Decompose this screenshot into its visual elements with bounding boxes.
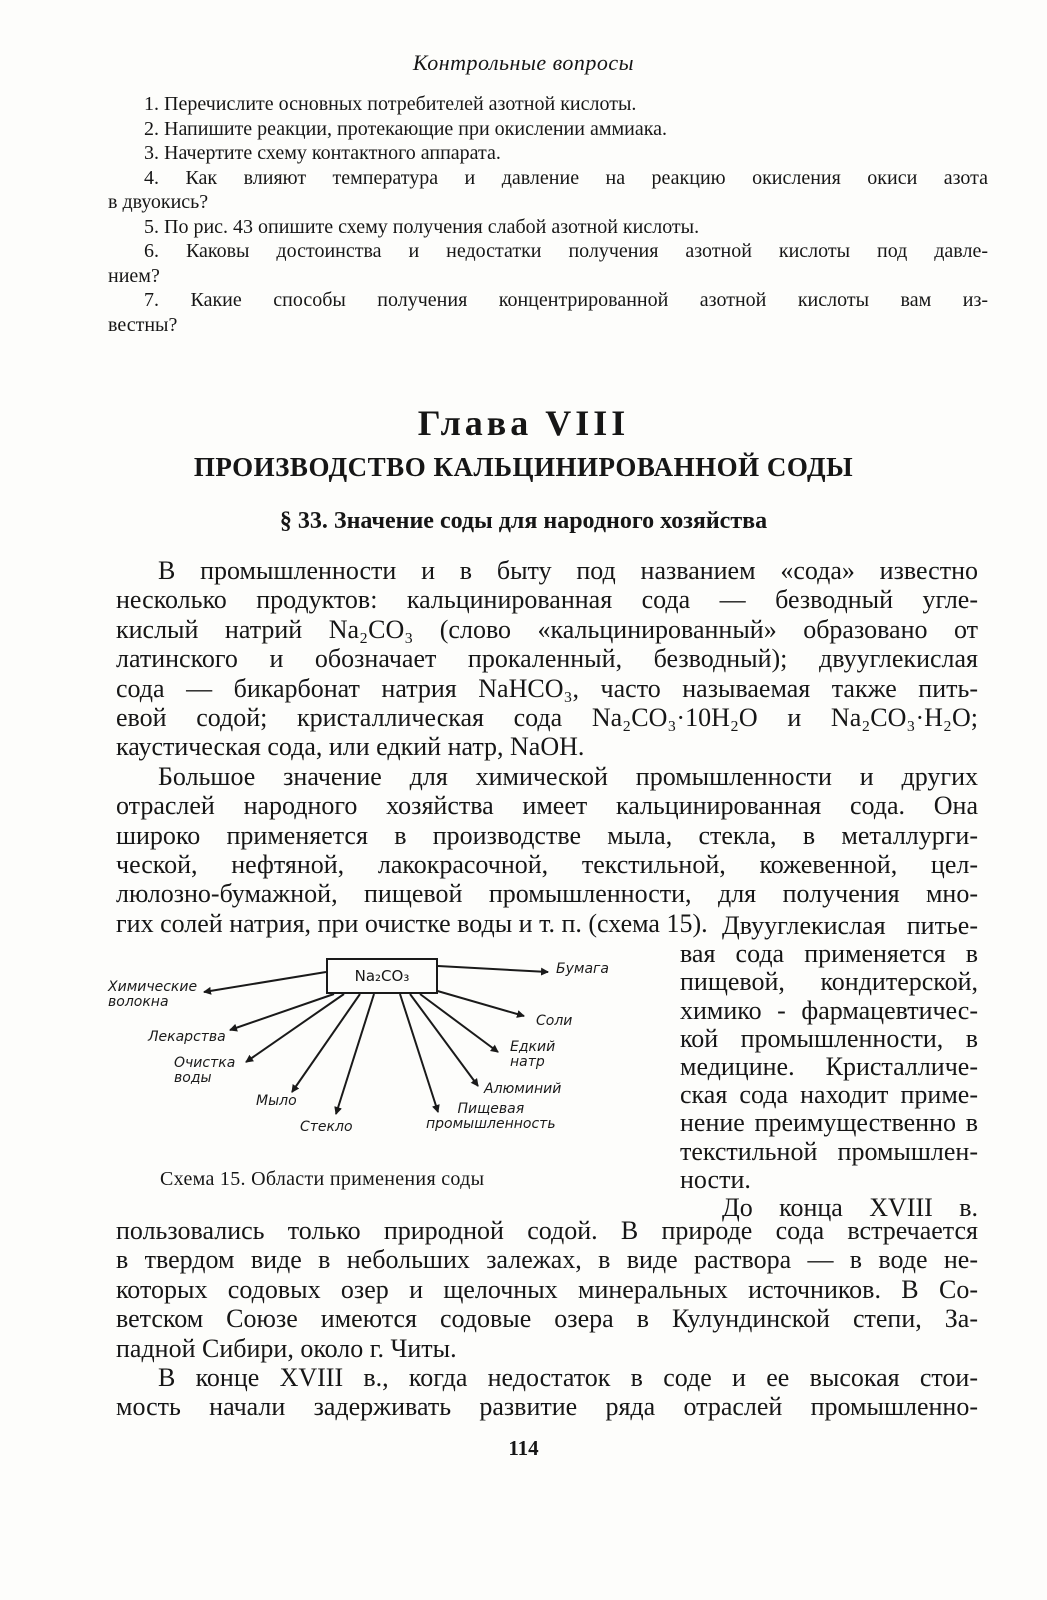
question-line: 1. Перечислите основных потребителей азотной кислоты. bbox=[144, 93, 637, 115]
text-line: пищевой, кондитерской, bbox=[680, 967, 978, 997]
label-soap: Мыло bbox=[256, 1093, 297, 1109]
label-salts: Соли bbox=[536, 1013, 573, 1029]
text-line: химико - фармацевтичес- bbox=[680, 995, 978, 1025]
text-line: которых содовых озер и щелочных минеральных источников. В Со- bbox=[116, 1274, 978, 1304]
formula-box: Na₂CO₃ bbox=[326, 958, 438, 994]
chapter-heading: Глава VIII bbox=[417, 403, 630, 443]
text-line: евой содой; кристаллическая сода Na₂CO₃·10H₂O и Na₂CO₃·H₂O; bbox=[116, 703, 978, 733]
question-line: 5. По рис. 43 опишите схему получения слабой азотной кислоты. bbox=[144, 215, 700, 238]
label-caustic: Едкий натр bbox=[510, 1039, 556, 1070]
text-line: Двууглекислая питье- bbox=[722, 911, 978, 940]
text-line: широко применяется в производстве мыла, стекла, в металлурги- bbox=[116, 820, 978, 850]
label-water: Очистка воды bbox=[174, 1055, 236, 1086]
text-line: падной Сибири, около г. Читы. bbox=[116, 1333, 457, 1363]
question-line: 3. Начертите схему контактного аппарата. bbox=[144, 142, 501, 164]
text-line: в твердом виде в небольших залежах, в виде раствора — в воде не- bbox=[116, 1245, 978, 1275]
label-glass: Стекло bbox=[300, 1119, 353, 1135]
text-line: ности. bbox=[680, 1164, 751, 1194]
text-line: латинского и обозначает прокаленный, безводный); двууглекислая bbox=[116, 644, 978, 674]
text-line: медицине. Кристалличе- bbox=[680, 1052, 978, 1082]
text-line: ветском Союзе имеются содовые озера в Кулундинской степи, За- bbox=[116, 1304, 978, 1334]
section-heading: § 33. Значение соды для народного хозяйства bbox=[279, 508, 768, 534]
text-line: До конца XVIII в. bbox=[722, 1193, 978, 1223]
arrow-chem-fibers bbox=[204, 972, 326, 992]
question-line: нием? bbox=[108, 264, 160, 287]
text-line: сода — бикарбонат натрия NaHCO₃, часто называемая также пить- bbox=[116, 673, 978, 703]
question-line: в двуокись? bbox=[108, 191, 209, 213]
text-line: Большое значение для химической промышленности и других bbox=[158, 761, 978, 791]
question-line: 2. Напишите реакции, протекающие при окислении аммиака. bbox=[144, 117, 668, 140]
arrow-salts bbox=[434, 990, 524, 1016]
text-line: люлозно-бумажной, пищевой промышленности, для получения мно- bbox=[116, 879, 978, 909]
label-chem-fibers: Химические волокна bbox=[108, 979, 198, 1010]
arrow-aluminum bbox=[410, 994, 478, 1086]
text-line: нение преимущественно в bbox=[680, 1108, 978, 1138]
running-head: Контрольные вопросы bbox=[412, 50, 635, 75]
chapter-title: ПРОИЗВОДСТВО КАЛЬЦИНИРОВАННОЙ СОДЫ bbox=[193, 452, 854, 482]
arrow-food bbox=[400, 994, 438, 1112]
label-aluminum: Алюминий bbox=[484, 1081, 562, 1097]
text-line: кой промышленности, в bbox=[680, 1023, 978, 1053]
body-paragraphs-top bbox=[116, 556, 978, 938]
question-line: 4. Как влияют температура и давление на реакцию окисления окиси азота bbox=[144, 166, 988, 189]
question-line: 7. Какие способы получения концентрированной азотной кислоты вам из- bbox=[144, 289, 988, 311]
text-line: отраслей народного хозяйства имеет кальцинированная сода. Она bbox=[116, 791, 978, 821]
arrow-paper bbox=[438, 966, 548, 972]
question-line: 6. Каковы достоинства и недостатки получения азотной кислоты под давле- bbox=[144, 240, 988, 262]
question-line: вестны? bbox=[108, 313, 178, 336]
text-line: несколько продуктов: кальцинированная сода — безводный угле- bbox=[116, 585, 978, 615]
arrow-glass bbox=[336, 994, 374, 1114]
text-line: В промышленности и в быту под названием «сода» известно bbox=[158, 556, 978, 585]
text-line: ческой, нефтяной, лакокрасочной, текстильной, кожевенной, цел- bbox=[116, 850, 978, 880]
label-paper: Бумага bbox=[556, 961, 609, 977]
text-line: гих солей натрия, при очистке воды и т. п. (схема 15). bbox=[116, 908, 708, 938]
text-line: вая сода применяется в bbox=[680, 939, 978, 969]
text-line: мость начали задерживать развитие ряда отраслей промышленно- bbox=[116, 1392, 978, 1422]
text-line: ская сода находит приме- bbox=[680, 1080, 978, 1110]
label-medicine: Лекарства bbox=[148, 1029, 226, 1045]
arrow-water bbox=[246, 994, 344, 1062]
body-paragraphs-bottom bbox=[116, 1216, 978, 1422]
diagram-caption: Схема 15. Области применения соды bbox=[160, 1168, 485, 1190]
side-column-text bbox=[680, 912, 978, 1222]
text-line: пользовались только природной содой. В природе сода встречается bbox=[116, 1216, 978, 1245]
arrow-soap bbox=[292, 994, 360, 1092]
label-food: Пищевая промышленность bbox=[426, 1101, 556, 1132]
control-questions bbox=[108, 92, 988, 337]
text-line: текстильной промышлен- bbox=[680, 1136, 978, 1166]
text-line: В конце XVIII в., когда недостаток в соде и ее высокая стои- bbox=[158, 1363, 978, 1393]
soda-usage-diagram bbox=[108, 944, 628, 1154]
page-number: 114 bbox=[508, 1436, 539, 1460]
text-line: каустическая сода, или едкий натр, NaOH. bbox=[116, 732, 585, 762]
text-line: кислый натрий Na₂CO₃ (слово «кальцинированный» образовано от bbox=[116, 614, 978, 644]
